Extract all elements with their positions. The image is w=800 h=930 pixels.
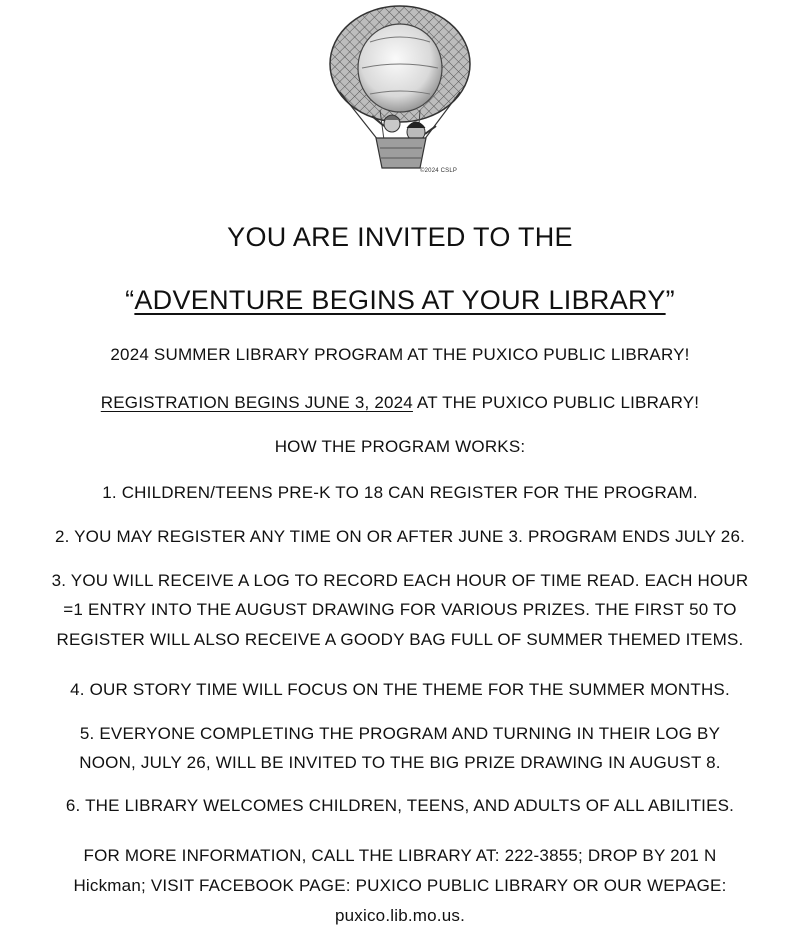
website-line: puxico.lib.mo.us. [334, 906, 465, 925]
list-item: 4. OUR STORY TIME WILL FOCUS ON THE THEME FOR THE SUMMER MONTHS. [70, 680, 730, 699]
program-title [0, 285, 800, 316]
list-item: 3. YOU WILL RECEIVE A LOG TO RECORD EACH HOUR OF TIME READ. EACH HOUR [51, 571, 749, 590]
list-item: 6. THE LIBRARY WELCOMES CHILDREN, TEENS, AND ADULTS OF ALL ABILITIES. [65, 796, 735, 815]
title-line-1: YOU ARE INVITED TO THE [227, 222, 573, 252]
hot-air-balloon-illustration [320, 2, 480, 180]
list-item: 1. CHILDREN/TEENS PRE-K TO 18 CAN REGISTER FOR THE PROGRAM. [102, 483, 698, 502]
how-heading: HOW THE PROGRAM WORKS: [274, 437, 526, 456]
registration-line [0, 393, 800, 413]
contact-line: FOR MORE INFORMATION, CALL THE LIBRARY AT: 222-3855; DROP BY 201 N [83, 846, 717, 865]
contact-line: Hickman; VISIT FACEBOOK PAGE: PUXICO PUBLIC LIBRARY OR OUR WEPAGE: [73, 876, 727, 895]
close-quote: ” [665, 285, 675, 315]
list-item-continuation: NOON, JULY 26, WILL BE INVITED TO THE BIG PRIZE DRAWING IN AUGUST 8. [79, 753, 721, 772]
registration-location: AT THE PUXICO PUBLIC LIBRARY! [412, 393, 700, 412]
registration-date: REGISTRATION BEGINS JUNE 3, 2024 [100, 393, 413, 412]
list-item: 2. YOU MAY REGISTER ANY TIME ON OR AFTER JUNE 3. PROGRAM ENDS JULY 26. [54, 527, 746, 546]
copyright-notice: ©2024 CSLP [420, 168, 458, 174]
list-item-continuation: REGISTER WILL ALSO RECEIVE A GOODY BAG FULL OF SUMMER THEMED ITEMS. [56, 630, 744, 649]
program-name: ADVENTURE BEGINS AT YOUR LIBRARY [134, 285, 666, 315]
list-item: 5. EVERYONE COMPLETING THE PROGRAM AND TURNING IN THEIR LOG BY [79, 724, 721, 743]
balloon-icon [320, 2, 480, 180]
list-item-continuation: =1 ENTRY INTO THE AUGUST DRAWING FOR VARIOUS PRIZES. THE FIRST 50 TO [63, 600, 737, 619]
program-line: 2024 SUMMER LIBRARY PROGRAM AT THE PUXICO PUBLIC LIBRARY! [110, 345, 690, 364]
open-quote: “ [125, 285, 135, 315]
